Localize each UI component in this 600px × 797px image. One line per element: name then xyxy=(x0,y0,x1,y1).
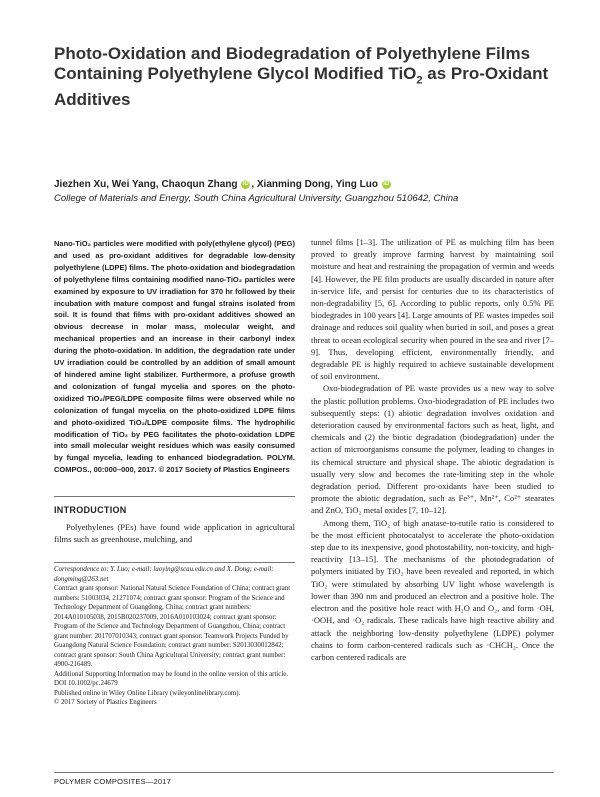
section-heading-introduction: INTRODUCTION xyxy=(54,505,127,515)
footnote-divider xyxy=(54,562,295,563)
abstract-text: Nano-TiO₂ particles were modified with poly(ethylene glycol) (PEG) and used as pro-oxidant additives for degradable low-density polyethylene (LDPE) films. The photo-oxidation and biodegradation of polyethylene films containing modified nano-TiO₂ particles were examined by exposure to UV irradiation for 370 hr followed by their incubation with mature compost and fungal strains isolated from soil. It is found that films with pro-oxidant additives showed an obvious decrease in molar mass, molecular weight, and mechanical properties and an increase in their carbonyl index during the photo-oxidation. In addition, the degradation rate under UV irradiation could be controlled by an addition of small amount of hindered amine light stabilizer. Furthermore, a profuse growth and colonization of fungal mycelia and spores on the photo-oxidized TiO₂/PEG/LDPE composite films were observed while no colonization of fungal mycelia on the photo-oxidized LDPE films and photo-oxidized TiO₂/LDPE composite films. The hydrophilic modification of TiO₂ by PEG facilitates the photo-oxidation LDPE into small molecular weight residues which was easily consumed by fungal mycelia, leading to enhanced biodegradation. POLYM. COMPOS., 00:000–000, 2017. © 2017 Society of Plastics Engineers xyxy=(54,239,295,475)
authors-first: Jiezhen Xu, Wei Yang, Chaoqun Zhang xyxy=(54,179,238,190)
orcid-icon-2[interactable]: iD xyxy=(383,180,390,187)
grant-note: Contract grant sponsor: National Natural Science Foundation of China; contract grant numbers: 51003034, 21271074; contract grant sponsor: Program of the Science and Technology Department of Guangdong, China; contract grant numbers: 2014A010105038, 2015B020237009, 2016A010103024; contract grant sponsor: Program of the Science and Technology Department of Guangzhou, China; contract grant number: 201707010343; contract grant sponsor: Teamwork Projects Funded by Guangdong Natural Science Foundation; contract grant number: S2013030012842; contract grant sponsor: South China Agricultural University; contract grant number: 4900-216489. xyxy=(54,585,291,668)
title-subscript: 2 xyxy=(416,74,423,87)
intro-paragraph: Polyethylenes (PEs) have found wide application in agricultural films such as greenhouse, mulching, and xyxy=(54,522,295,544)
journal-footer: POLYMER COMPOSITES—2017 xyxy=(54,777,171,786)
paper-title xyxy=(54,44,554,110)
affiliation: College of Materials and Energy, South China Agricultural University, Guangzhou 510642, China xyxy=(54,193,459,204)
right-column xyxy=(311,236,554,663)
supporting-info-note: Additional Supporting Information may be found in the online version of this article. xyxy=(54,670,289,678)
title-part-2: as Pro-Oxidant Additives xyxy=(54,64,549,110)
abstract xyxy=(54,238,295,476)
abstract-divider xyxy=(54,496,295,497)
doi-note: DOI 10.1002/pc.24679 xyxy=(54,680,118,687)
orcid-icon[interactable]: iD xyxy=(242,180,249,187)
right-paragraph-3: Among them, TiO₂ of high anatase-to-rutile ratio is considered to be the most efficient photocatalyst to accelerate the photo-oxidation step due to its inexpensive, good photostability, non-toxicity, and high-reactivity [13–15]. The mechanisms of the photodegradation of polymers initiated by TiO₂ have been revealed and reported, in which TiO₂ were stimulated by absorbing UV light whose wavelength is lower than 390 nm and produced an electron and a positive hole. The electron and the positive hole react with H₂O and O₂, and form ·OH, ·OOH, and ·O₂ radicals. These radicals have high reactive ability and attack the neighboring low-density polyethylene (LDPE) polymer chains to form carbon-centered radicals such as ·CHCH₂. Once the carbon centered radicals are xyxy=(311,517,554,662)
introduction-text xyxy=(54,521,295,545)
author-list xyxy=(54,179,554,190)
right-paragraph-2: Oxo-biodegradation of PE waste provides us a new way to solve the plastic pollution problems. Oxo-biodegradation of PE includes two subsequently steps: (1) abiotic degradation involves oxidation and deterioration caused by environmental factors such as heat, light, and chemicals and (2) the biotic degradation (biodegradation) under the action of microorganisms consume the polymer, leading to changes in its chemical structure and physical shape. The abiotic degradation is usually very slow and becomes the rate-limiting step in the whole degradation period. Different pro-oxidants have been studied to promote the abiotic degradation, such as Fe³⁺, Mn²⁺, Co²⁺ stearates and ZnO, TiO₂ metal oxides [7, 10–12]. xyxy=(311,383,554,516)
title-part-1: Photo-Oxidation and Biodegradation of Polyethylene Films Containing Polyethylene Glycol Modified TiO xyxy=(54,44,531,83)
footer-divider xyxy=(54,772,554,773)
authors-rest: , Xianming Dong, Ying Luo xyxy=(251,179,378,190)
footnotes xyxy=(54,565,295,708)
correspondence-note: Correspondence to: Y. Luo; e-mail: luoying@scau.edu.cn and X. Dong; e-mail: dongming@263.net xyxy=(54,566,274,583)
right-paragraph-1: tunnel films [1–3]. The utilization of PE as mulching film has been proved to greatly improve farming harvest by maintaining soil moisture and heat and restraining the propagation of vermin and weeds [4]. However, the PE film products are usually discarded in nature after in-service life, and persist for centuries due to its characteristics of non-degradability [5, 6]. According to public reports, only 0.5% PE biodegrades in 100 years [4]. Large amounts of PE wastes impedes soil drainage and reduces soil quality when buried in soil, and poses a great threat to ocean ecological security when poured in the sea and river [7–9]. Thus, developing efficient, environmentally friendly, and degradable PE is highly required to achieve sustainable development of soil environment. xyxy=(311,237,555,382)
copyright-note: © 2017 Society of Plastics Engineers xyxy=(54,699,157,706)
published-note: Published online in Wiley Online Library (wileyonlinelibrary.com). xyxy=(54,689,241,697)
